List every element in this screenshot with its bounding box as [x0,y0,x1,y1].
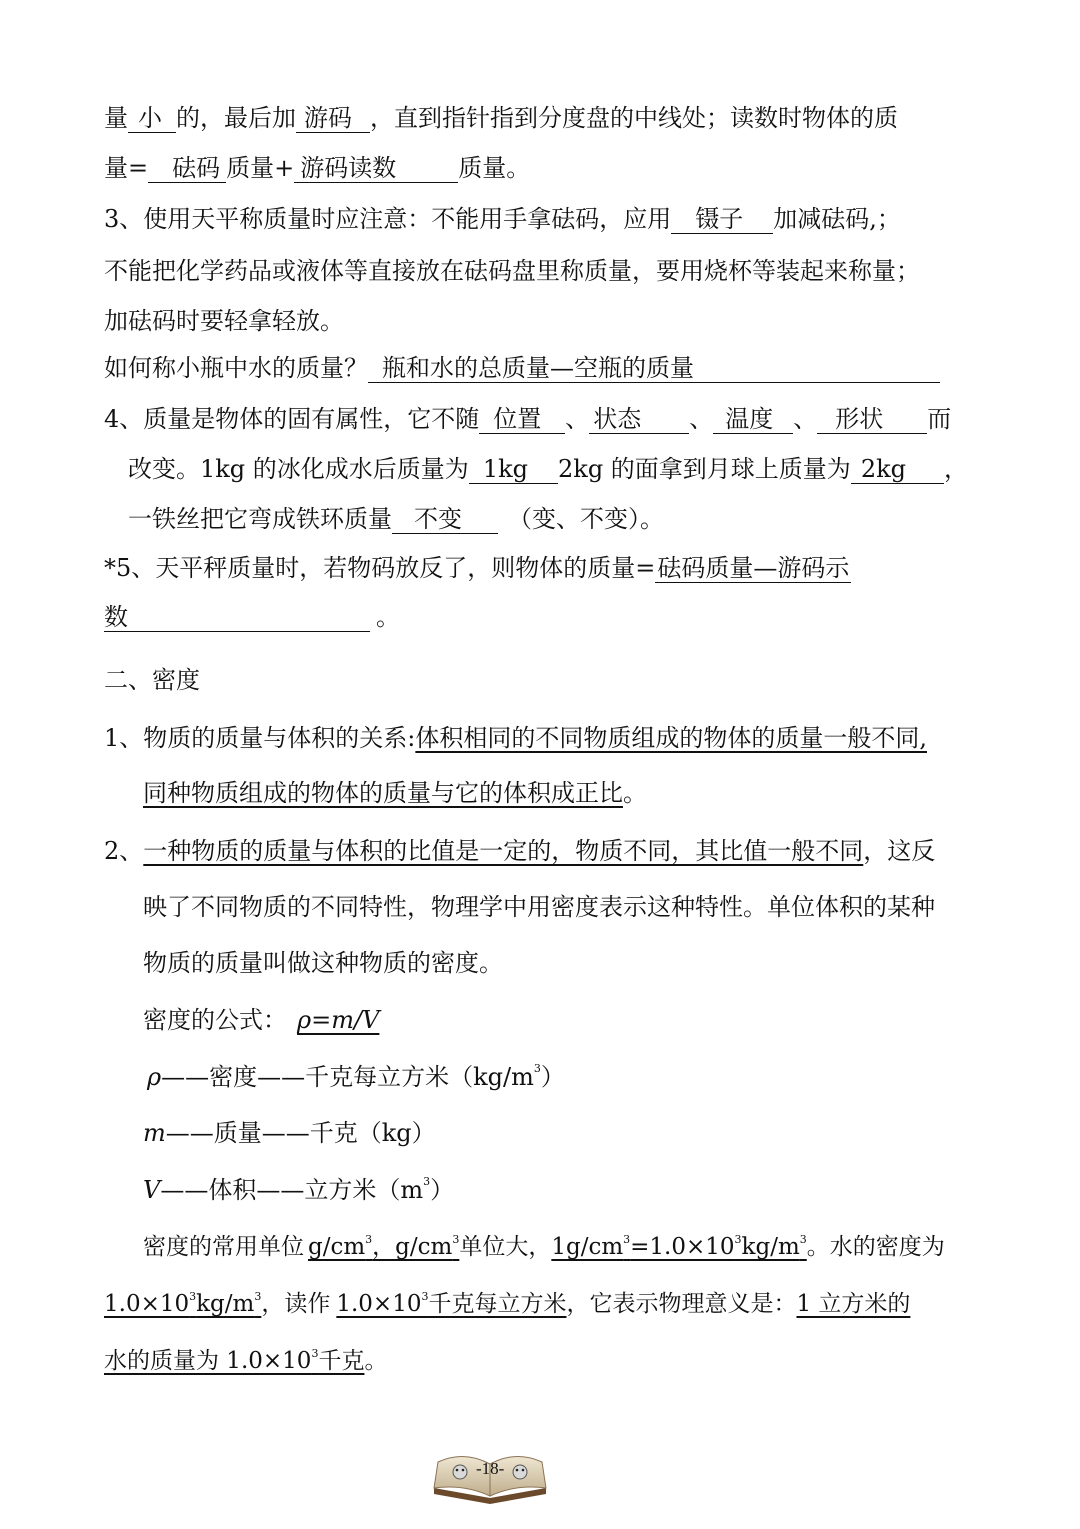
answer-text: 1kg [482,455,528,483]
text-line [143,1121,436,1145]
text: kg/m [196,1291,255,1317]
answer-text [336,1291,566,1317]
text-line [143,781,647,805]
answer-text: 一种物质的质量与体积的比值是一定的，物质不同，其比值一般不同 [143,837,864,865]
text-line [143,1062,565,1091]
text-line [128,507,664,534]
answer-text: 小 [138,104,162,132]
answer-text: 镊子 [695,205,744,233]
text: 1.0×10 [104,1291,190,1317]
text-line [104,1290,911,1317]
text: 3、使用天平称质量时应注意：不能用手拿砝码，应用 [104,205,672,233]
answer-text [551,1234,806,1260]
text: ，g/cm [372,1234,453,1260]
superscript: 3 [623,1233,631,1246]
text: 如何称小瓶中水的质量？ [104,354,368,382]
answer-blank [392,507,498,534]
text: 量 [104,104,128,132]
answer-text: 游码 [304,104,352,132]
answer-blank [671,207,773,234]
text-line [104,156,530,183]
superscript: 3 [452,1233,460,1246]
symbol: ρ [147,1063,162,1091]
text: 2kg 的面拿到月球上质量为 [558,455,851,483]
answer-text: 状态 [593,405,642,433]
text: 加减砝码,； [773,205,901,233]
formula-line [143,1008,379,1032]
answer-text: 形状 [835,405,884,433]
text-line: 映了不同物质的不同特性，物理学中用密度表示这种特性。单位体积的某种 [143,893,935,921]
answer-text: 1 立方米的 [796,1291,911,1317]
section-heading: 二、密度 [104,666,200,694]
text: 密度的公式： [143,1006,287,1034]
text: 。 [623,779,647,807]
symbol: V [143,1176,161,1204]
answer-blank [655,556,851,583]
answer-blank [128,106,176,133]
text: 。 [376,603,400,631]
text-line [143,1233,945,1260]
text-line [104,556,851,583]
text-line: 加砝码时要轻拿轻放。 [104,307,344,335]
text: 一铁丝把它弯成铁环质量 [128,505,392,533]
text: 1g/cm [551,1234,624,1260]
text-line [128,457,968,484]
text: 、 [793,405,818,433]
answer-text: 瓶和水的总质量—空瓶的质量 [382,354,694,382]
answer-text: 体积相同的不同物质组成的物体的质量一般不同, [415,724,927,752]
answer-text: 游码读数 [300,154,397,182]
symbol: m [143,1119,166,1147]
superscript: 3 [254,1290,262,1303]
text-line [104,356,940,383]
text: 水的质量为 1.0×10 [104,1348,312,1374]
superscript: 3 [311,1347,319,1360]
text: g/cm [308,1234,366,1260]
text: 而 [927,405,952,433]
answer-blank [296,106,370,133]
text: 质量+ [226,154,295,182]
text: ，直到指针指到分度盘的中线处；读数时物体的质 [370,104,898,132]
superscript: 3 [423,1175,431,1188]
text: 质量。 [458,154,531,182]
text-line [104,839,935,863]
answer-text: 砝码 [172,154,221,182]
text: 量= [104,154,149,182]
answer-text: 2kg [860,455,906,483]
text: 2、 [104,837,144,865]
text: 。水的密度为 [806,1234,945,1260]
text-line: 物质的质量叫做这种物质的密度。 [143,949,503,977]
answer-blank [148,156,226,183]
text: 、 [689,405,714,433]
answer-blank [368,356,940,383]
text: 密度的常用单位 [143,1234,304,1260]
answer-blank [104,605,370,632]
text: ） [540,1063,565,1091]
superscript: 3 [189,1290,197,1303]
answer-text [104,1291,261,1317]
text: 。 [364,1348,388,1374]
text: 改变。1kg 的冰化成水后质量为 [128,455,469,483]
text: 的，最后加 [176,104,296,132]
superscript: 3 [799,1233,807,1246]
answer-text: 温度 [725,405,774,433]
text: ，它表示物理意义是： [566,1291,797,1317]
text: kg/m [741,1234,800,1260]
text: ） [430,1176,455,1204]
text: ——体积——立方米（m [160,1176,424,1204]
text-line [104,106,898,133]
text: ——密度——千克每立方米（kg/m [161,1063,534,1091]
superscript: 3 [421,1290,429,1303]
text: 千克每立方米 [428,1291,567,1317]
text: 1、物质的质量与体积的关系: [104,724,416,752]
answer-blank [713,407,793,434]
text: 千克 [318,1348,365,1374]
text-line: 不能把化学药品或液体等直接放在砝码盘里称质量，要用烧杯等装起来称量； [104,257,920,285]
text-line [104,726,927,750]
text: 单位大， [459,1234,552,1260]
answer-text: 数 [104,603,128,631]
text: ，这反 [863,837,936,865]
text-line [104,1347,388,1374]
superscript: 3 [734,1233,742,1246]
text: ， [944,455,968,483]
text-line [104,407,951,434]
text-line [143,1175,455,1204]
text-line [104,605,400,632]
answer-blank [817,407,927,434]
text: 、 [565,405,590,433]
page-number: -18- [476,1459,505,1478]
answer-text: 同种物质组成的物体的质量与它的体积成正比 [143,779,623,807]
answer-blank [294,156,458,183]
answer-blank [469,457,558,484]
answer-text: 不变 [414,505,462,533]
answer-text [308,1234,459,1260]
text-line [104,207,901,234]
answer-blank [589,407,689,434]
text: 1.0×10 [336,1291,422,1317]
superscript: 3 [365,1233,373,1246]
text: 4、质量是物体的固有属性，它不随 [104,405,480,433]
answer-text [104,1348,364,1374]
text: ，读作 [261,1291,331,1317]
answer-blank [479,407,565,434]
answer-text: 砝码质量—游码示 [657,554,850,582]
text: ——质量——千克（kg） [165,1119,436,1147]
text: *5、天平秤质量时，若物码放反了，则物体的质量= [104,554,656,582]
answer-blank [851,457,944,484]
text: （变、不变）。 [508,505,664,533]
superscript: 3 [533,1062,541,1075]
answer-text: 位置 [493,405,542,433]
page-number-book [430,1442,550,1506]
text: =1.0×10 [630,1234,735,1260]
density-formula: ρ=m/V [297,1006,380,1034]
